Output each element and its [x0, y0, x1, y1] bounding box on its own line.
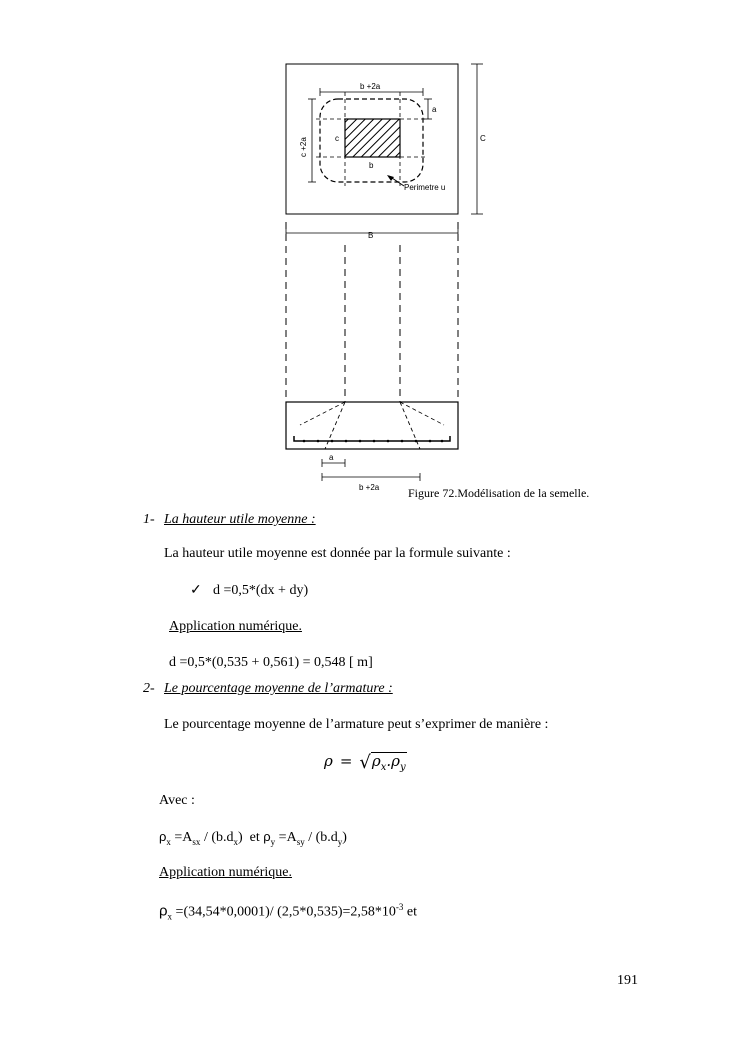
def-div-bdx: / (b.d	[200, 830, 234, 845]
label-a-bottom: a	[329, 453, 334, 462]
section-2-intro: Le pourcentage moyenne de l’armature peut s’exprimer de manière :	[164, 717, 549, 732]
formula-rho-y: ρ	[391, 752, 400, 770]
label-B: B	[368, 231, 374, 240]
calc-exponent: -3	[395, 902, 404, 912]
def-close-1: ) et	[238, 830, 264, 845]
figure-caption: Figure 72.Modélisation de la semelle.	[408, 486, 590, 500]
label-a-top: a	[432, 105, 437, 114]
label-b-inner: b	[369, 161, 374, 170]
formula-d: d =0,5*(dx + dy)	[213, 583, 309, 598]
label-c-inner: c	[335, 134, 339, 143]
formula-dot: .	[386, 752, 392, 770]
checkmark-icon: ✓	[190, 583, 202, 598]
def-sub-dx: x	[233, 836, 238, 847]
def-rho-x: ρ	[159, 829, 167, 844]
section-2-app-title: Application numérique.	[159, 865, 292, 880]
def-rho-y: ρ	[263, 829, 271, 844]
sqrt-radicand	[371, 752, 407, 774]
def-close-2: )	[342, 830, 347, 845]
def-sub-x: x	[166, 836, 171, 847]
section-1-number: 1-	[143, 512, 155, 527]
def-sub-dy: y	[337, 836, 343, 847]
section-2-title: Le pourcentage moyenne de l’armature :	[164, 681, 393, 696]
formula-rho: ρ	[324, 752, 333, 770]
def-sub-sx: sx	[192, 836, 201, 847]
rho-definitions	[159, 829, 347, 847]
section-2-number: 2-	[143, 681, 155, 696]
section-1-intro: La hauteur utile moyenne est donnée par la formule suivante :	[164, 546, 511, 561]
def-sub-sy: sy	[296, 836, 305, 847]
column-section	[345, 119, 400, 157]
section-1-title: La hauteur utile moyenne :	[164, 512, 316, 527]
section-1-app-title: Application numérique.	[169, 619, 302, 634]
formula-sub-x: x	[380, 762, 387, 774]
footing-elevation	[286, 402, 458, 449]
calc-sub-x: x	[167, 911, 173, 922]
page-number: 191	[617, 973, 638, 988]
rho-x-calculation	[159, 902, 417, 921]
formula-equals: =	[339, 752, 353, 770]
def-eq-a2: =A	[275, 830, 297, 845]
def-eq-a: =A	[170, 830, 193, 845]
label-perimeter: Perimetre u	[404, 183, 446, 192]
def-div-bdy: / (b.d	[304, 830, 338, 845]
section-1-app-value: d =0,5*(0,535 + 0,561) = 0,548 [ m]	[169, 655, 373, 670]
calc-tail: et	[403, 904, 417, 920]
calc-rho: ρ	[159, 902, 168, 920]
formula-rho-x: ρ	[371, 752, 381, 770]
footing-figure	[0, 0, 745, 500]
label-b-plus-2a-top: b +2a	[360, 82, 381, 91]
label-b-plus-2a-bottom: b +2a	[359, 483, 380, 492]
avec-label: Avec :	[159, 793, 195, 808]
def-sub-y: y	[270, 836, 276, 847]
formula-sub-y: y	[399, 762, 406, 774]
calc-body: =(34,54*0,0001)/ (2,5*0,535)=2,58*10	[172, 904, 396, 920]
label-c-plus-2a: c +2a	[299, 137, 308, 157]
sqrt-icon: √	[359, 752, 371, 773]
rho-formula	[324, 752, 407, 780]
label-C: C	[480, 134, 486, 143]
